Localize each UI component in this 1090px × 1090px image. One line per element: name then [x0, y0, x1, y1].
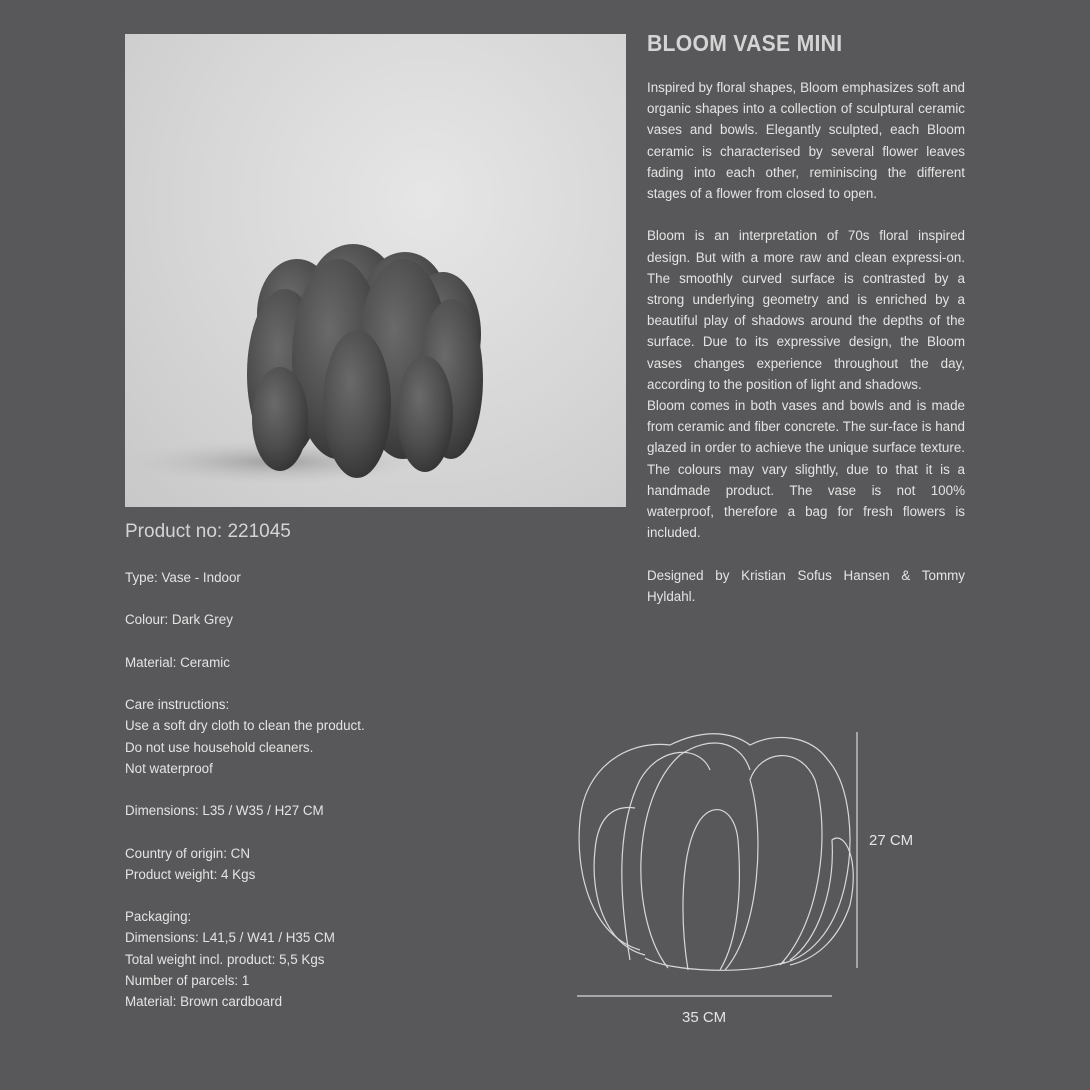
packaging-weight: Total weight incl. product: 5,5 Kgs	[125, 951, 325, 967]
product-number: Product no: 221045	[125, 521, 291, 542]
spec-dimensions: Dimensions: L35 / W35 / H27 CM	[125, 803, 324, 819]
technical-drawing	[560, 720, 880, 1010]
description-paragraph: Bloom is an interpretation of 70s floral inspired design. But with a more raw and clean expressi-on. The smoothly curved surface is contrasted by a strong underlying geometry and is enriched by a beautiful play of shadows around the depths of the surface. Due to its expressive design, the Bloom vases changes experience throughout the day, according to the position of light and shadows.	[647, 228, 965, 392]
height-dimension-label: 27 CM	[869, 832, 914, 849]
packaging-title: Packaging:	[125, 909, 192, 925]
description-paragraph: Inspired by floral shapes, Bloom emphasizes soft and organic shapes into a collection of sculptural ceramic vases and bowls. Elegantly sculpted, each Bloom ceramic is characterised by several flower leaves fading into each other, reminiscing the different stages of a flower from closed to open.	[647, 80, 965, 202]
spec-weight: Product weight: 4 Kgs	[125, 866, 256, 882]
care-line: Not waterproof	[125, 760, 213, 776]
product-photo	[125, 34, 626, 507]
spec-material: Material: Ceramic	[125, 654, 230, 670]
care-title: Care instructions:	[125, 697, 230, 713]
packaging-parcels: Number of parcels: 1	[125, 972, 250, 988]
designer-credit: Designed by Kristian Sofus Hansen & Tommy Hyldahl.	[647, 567, 965, 604]
vase-illustration	[125, 34, 626, 507]
packaging-dimensions: Dimensions: L41,5 / W41 / H35 CM	[125, 930, 335, 946]
packaging-material: Material: Brown cardboard	[125, 993, 283, 1009]
care-line: Do not use household cleaners.	[125, 739, 314, 755]
spec-colour: Colour: Dark Grey	[125, 612, 233, 628]
spec-type: Type: Vase - Indoor	[125, 570, 241, 585]
product-description	[647, 77, 965, 628]
description-paragraph: Bloom comes in both vases and bowls and is made from ceramic and fiber concrete. The sur-face is hand glazed in order to achieve the unique surface texture. The colours may vary slightly, due to that it is a handmade product. The vase is not 100% waterproof, therefore a bag for fresh flowers is included.	[647, 398, 965, 541]
spec-country: Country of origin: CN	[125, 845, 251, 861]
width-dimension-label: 35 CM	[682, 1009, 727, 1026]
product-title: BLOOM VASE MINI	[647, 30, 843, 56]
product-specs	[125, 567, 485, 1033]
care-line: Use a soft dry cloth to clean the product.	[125, 718, 365, 734]
